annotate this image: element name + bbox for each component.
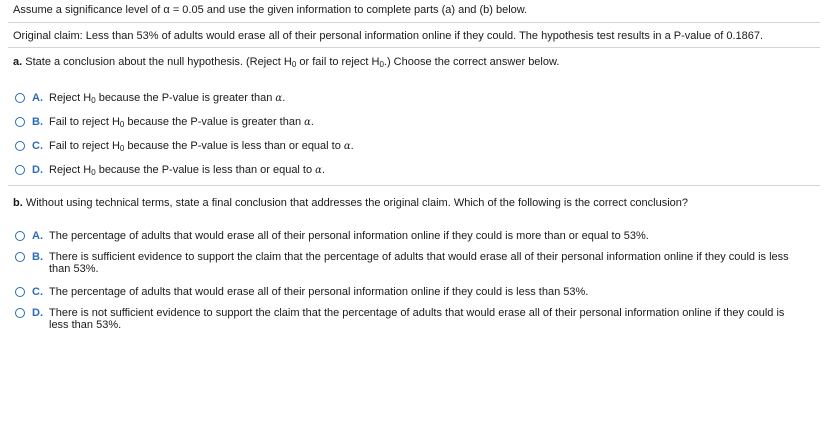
radio-button[interactable] <box>15 287 25 297</box>
part-a-q-pre: State a conclusion about the null hypothesis. (Reject H <box>25 56 292 68</box>
option-text: The percentage of adults that would erase all of their personal information online if they could is more than or equal to 53%. <box>49 230 649 242</box>
subscript: 0 <box>291 60 297 69</box>
option-letter: C. <box>32 140 43 152</box>
option-letter: B. <box>32 116 43 128</box>
part-b-option-c[interactable] <box>15 286 805 298</box>
part-b-label: b. <box>13 197 23 209</box>
part-a-option-d[interactable] <box>15 164 805 177</box>
option-letter: A. <box>32 230 43 242</box>
part-a-option-a[interactable] <box>15 92 805 105</box>
part-b-option-d[interactable] <box>15 307 805 331</box>
divider <box>8 185 820 186</box>
part-a-question <box>13 56 559 68</box>
original-claim-text: Original claim: Less than 53% of adults would erase all of their personal information online if they could. The hypothesis test results in a P-value of 0.1867. <box>13 30 764 42</box>
part-b-option-b[interactable] <box>15 251 805 275</box>
divider <box>8 22 820 23</box>
instructions-text: Assume a significance level of α = 0.05 and use the given information to complete parts (a) and (b) below. <box>13 4 528 16</box>
option-letter: D. <box>32 164 43 176</box>
part-a-q-mid: or fail to reject H <box>296 56 380 68</box>
radio-button[interactable] <box>15 308 25 318</box>
option-text: Fail to reject $H_0$ because the P-value is less than or equal to α. <box>49 140 354 153</box>
option-text: Reject $H_0$ because the P-value is greater than α. <box>49 92 286 105</box>
subscript: 0 <box>379 60 384 69</box>
option-text: There is not sufficient evidence to support the claim that the percentage of adults that would erase all of their personal information online if they could is less than 53%. <box>49 307 785 331</box>
radio-button[interactable] <box>15 231 25 241</box>
part-b-option-a[interactable] <box>15 230 805 242</box>
radio-button[interactable] <box>15 117 25 127</box>
part-a-option-c[interactable] <box>15 140 805 153</box>
option-text: There is sufficient evidence to support the claim that the percentage of adults that would erase all of their personal information online if they could is less than 53%. <box>49 251 789 275</box>
option-text: Reject $H_0$ because the P-value is less than or equal to α. <box>49 164 325 177</box>
radio-button[interactable] <box>15 252 25 262</box>
option-letter: C. <box>32 286 43 298</box>
option-letter: A. <box>32 92 43 104</box>
part-b-question-text: Without using technical terms, state a final conclusion that addresses the original claim. Which of the following is the correct conclusion? <box>25 197 689 209</box>
divider <box>8 47 820 48</box>
option-letter: B. <box>32 251 43 263</box>
part-a-q-post: .) Choose the correct answer below. <box>383 56 560 68</box>
part-b-question <box>13 197 688 209</box>
option-text: Fail to reject $H_0$ because the P-value is greater than α. <box>49 116 314 129</box>
option-text: The percentage of adults that would erase all of their personal information online if they could is less than 53%. <box>49 286 589 298</box>
part-a-label: a. <box>13 56 23 68</box>
option-letter: D. <box>32 307 43 319</box>
part-a-option-b[interactable] <box>15 116 805 129</box>
radio-button[interactable] <box>15 165 25 175</box>
radio-button[interactable] <box>15 93 25 103</box>
radio-button[interactable] <box>15 141 25 151</box>
